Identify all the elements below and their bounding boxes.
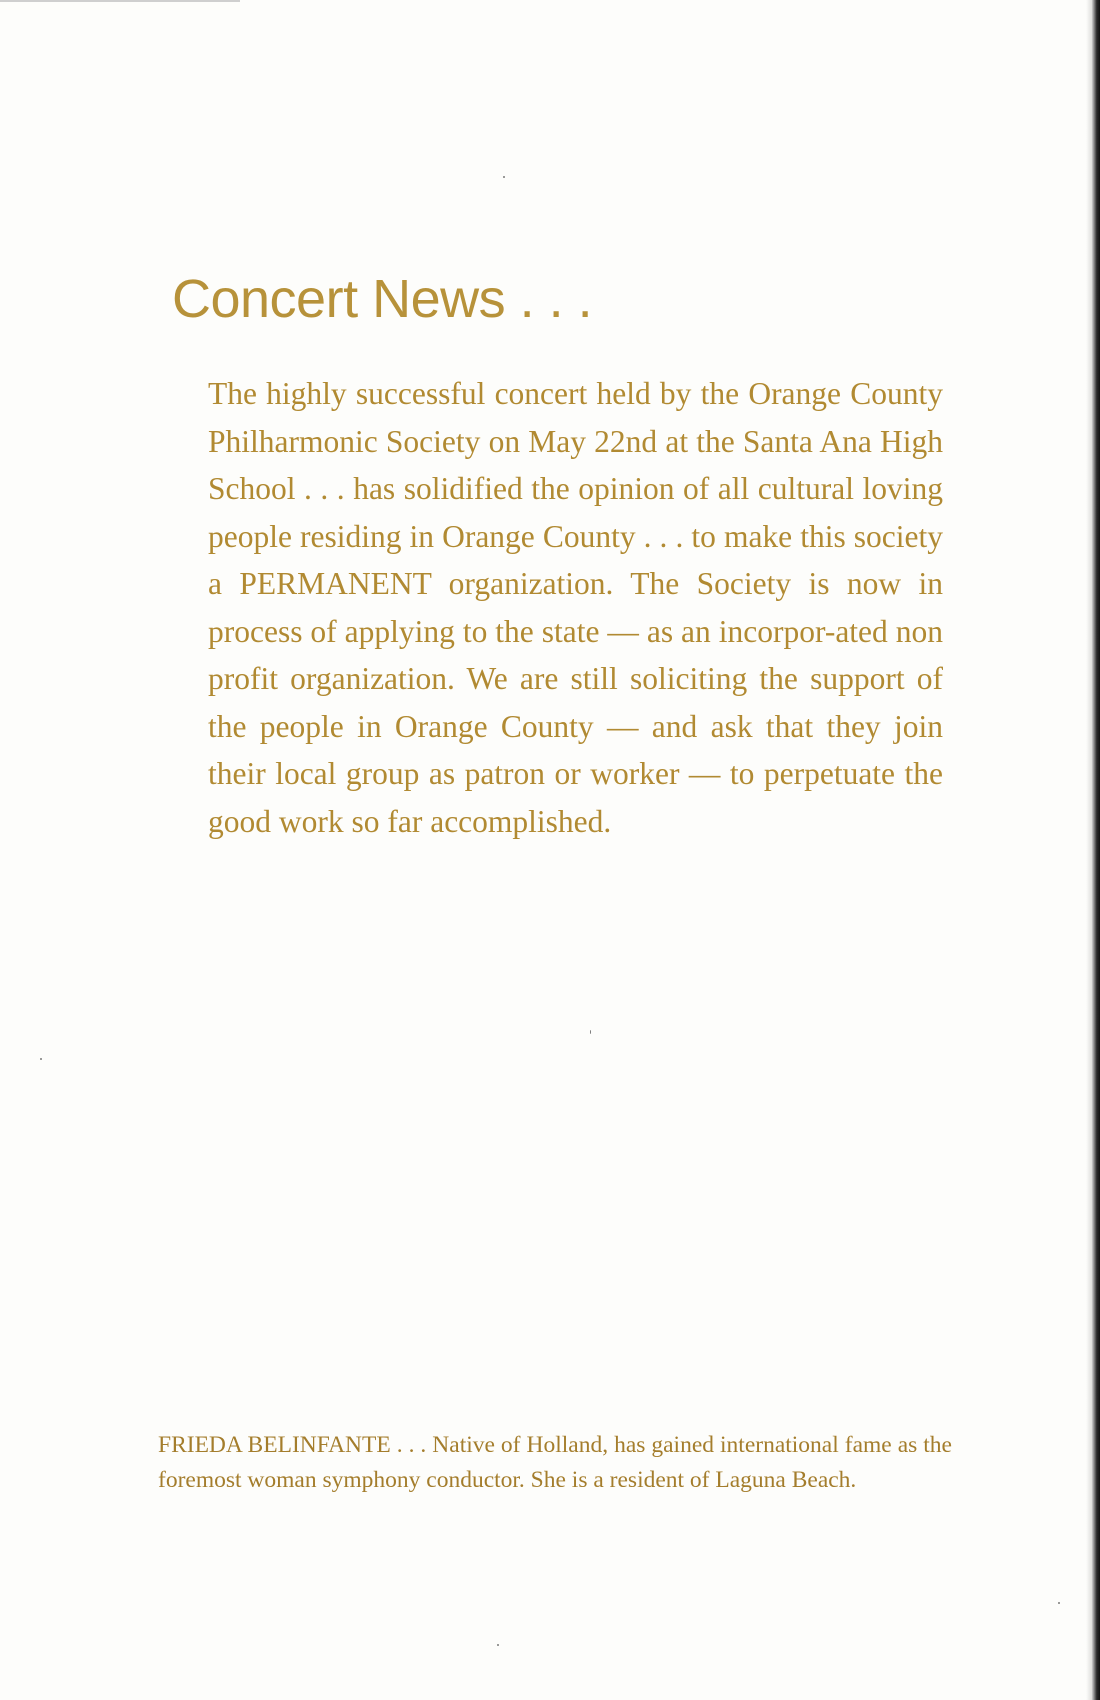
paper-speck [590,1030,591,1034]
scan-top-edge [0,0,240,2]
paper-speck [1058,1602,1060,1604]
concert-news-paragraph: The highly successful concert held by the Orange County Philharmonic Society on May 22nd at the Santa Ana High School . . . has solidified the opinion of all cultural loving people residing in Orange County . . . to make this society a PERMANENT organization. The Society is now in process of applying to the state — as an incorpor-ated non profit organization. We are still soliciting the support of the people in Orange County — and ask that they join their local group as patron or worker — to perpetuate the good work so far accomplished. [208,376,943,839]
paper-speck [503,176,505,178]
scan-right-edge [1092,0,1100,1700]
page-title: Concert News . . . [172,269,593,329]
conductor-caption: FRIEDA BELINFANTE . . . Native of Holland, has gained international fame as the foremost woman symphony conductor. She is a resident of Laguna Beach. [158,1432,952,1493]
paper-speck [497,1644,499,1646]
paper-speck [40,1058,42,1060]
